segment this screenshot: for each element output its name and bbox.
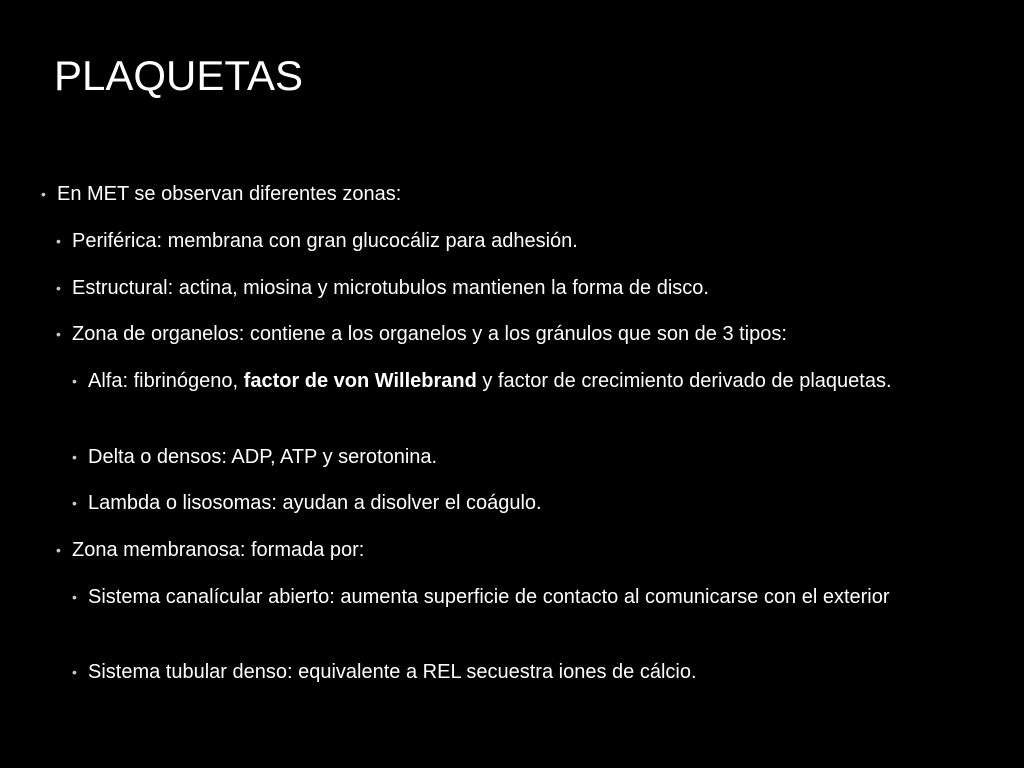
bullet-item-alfa	[72, 367, 958, 395]
bullet-text: Estructural: actina, miosina y microtubulos mantienen la forma de disco.	[72, 277, 709, 299]
bullet-item-delta	[72, 443, 958, 471]
bullet-icon: •	[56, 326, 61, 342]
bullet-item-estructural	[56, 274, 709, 302]
bullet-icon: •	[56, 542, 61, 558]
bullet-text: Delta o densos: ADP, ATP y serotonina.	[88, 446, 438, 468]
bullet-icon: •	[72, 449, 77, 465]
slide-title: PLAQUETAS	[54, 52, 303, 99]
bullet-text-b: y factor de crecimiento derivado de plaquetas.	[476, 370, 892, 392]
bullet-item-zona-organelos	[56, 320, 787, 348]
bullet-text: Sistema tubular denso: equivalente a REL secuestra iones de cálcio.	[88, 661, 697, 683]
bullet-text: Lambda o lisosomas: ayudan a disolver el coágulo.	[88, 492, 542, 514]
bullet-icon: •	[41, 186, 46, 202]
bullet-icon: •	[56, 233, 61, 249]
bullet-text: Sistema canalícular abierto: aumenta superficie de contacto al comunicarse con el exterior	[88, 586, 890, 608]
bullet-item-met-zonas	[41, 180, 402, 208]
bullet-item-periferica	[56, 227, 578, 255]
bullet-icon: •	[56, 280, 61, 296]
bullet-text: Zona de organelos: contiene a los organelos y a los gránulos que son de 3 tipos:	[72, 323, 787, 345]
bullet-item-lambda	[72, 489, 958, 517]
bullet-item-zona-membranosa	[56, 536, 365, 564]
bullet-icon: •	[72, 373, 77, 389]
bullet-text: Zona membranosa: formada por:	[72, 539, 365, 561]
bullet-text: Periférica: membrana con gran glucocáliz para adhesión.	[72, 230, 578, 252]
bullet-icon: •	[72, 664, 77, 680]
bullet-text-a: Alfa: fibrinógeno,	[88, 370, 244, 392]
bullet-icon: •	[72, 495, 77, 511]
bullet-icon: •	[72, 589, 77, 605]
bullet-text-bold: factor de von Willebrand	[243, 370, 477, 392]
bullet-item-sistema-canalicular	[72, 583, 958, 611]
bullet-text: En MET se observan diferentes zonas:	[57, 183, 402, 205]
bullet-item-sistema-tubular	[72, 658, 958, 686]
